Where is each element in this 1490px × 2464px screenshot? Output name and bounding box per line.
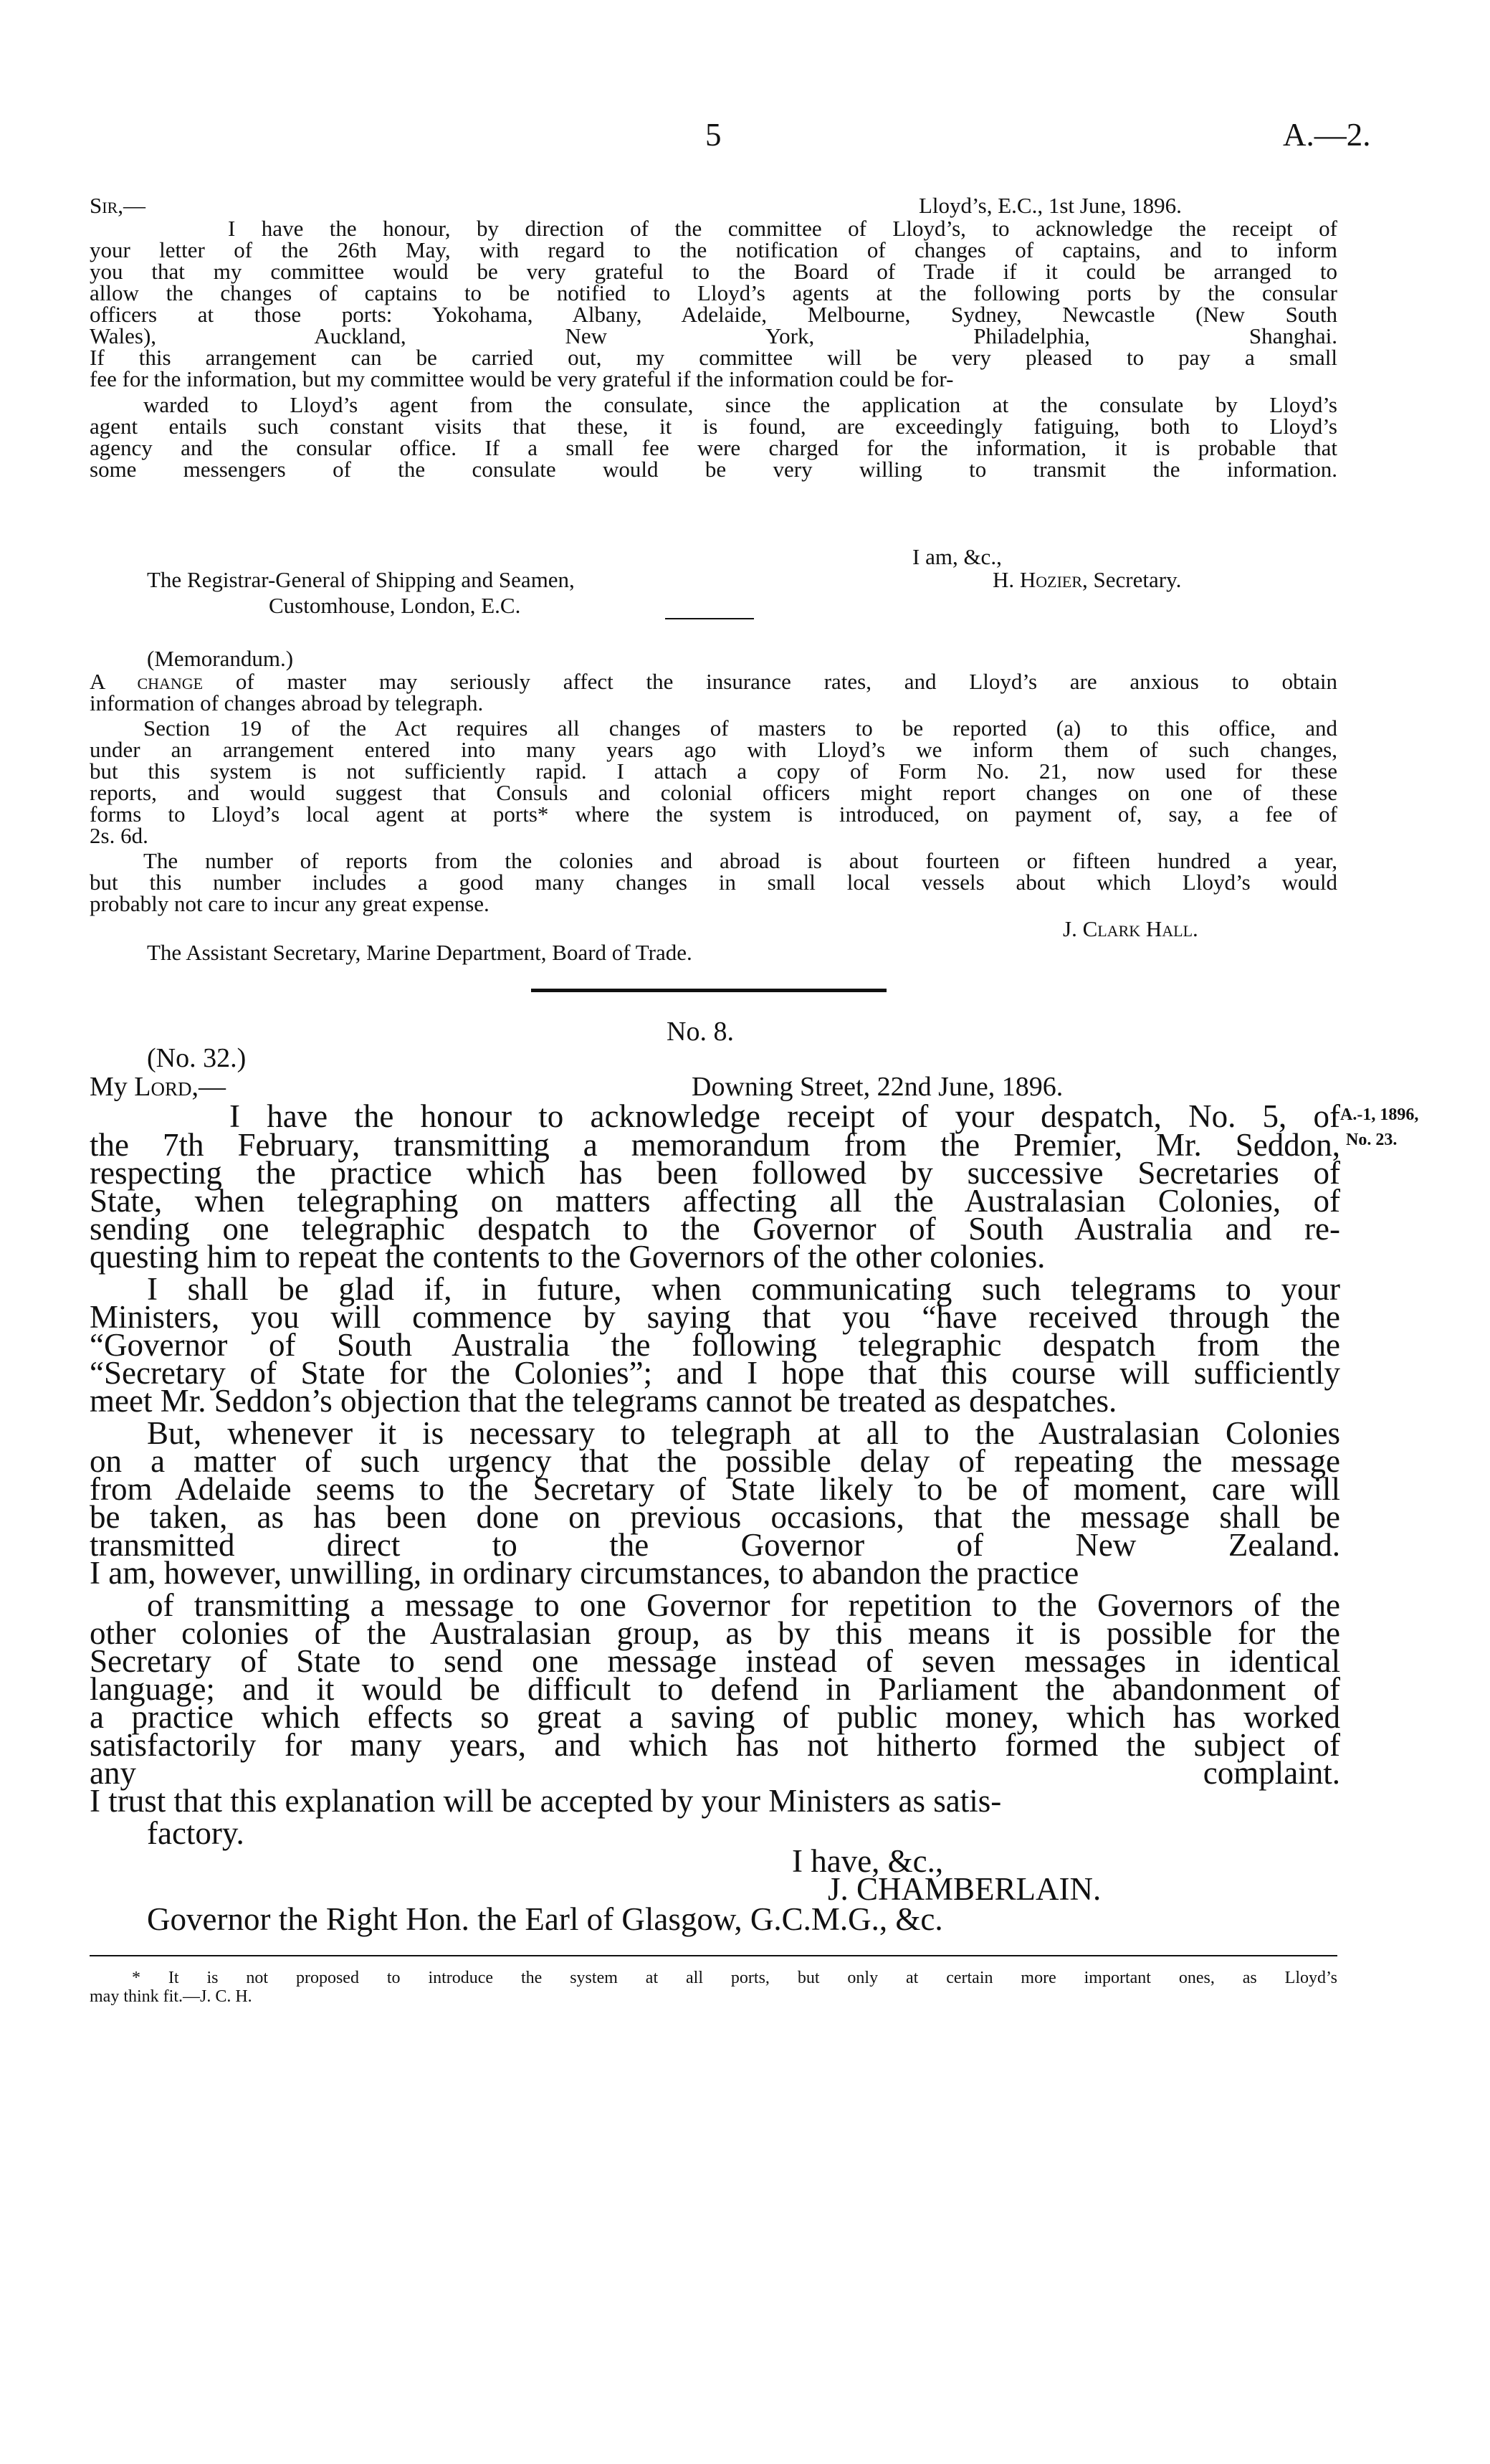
letter1-signature	[993, 569, 1181, 591]
salutation-dash: ,—	[191, 1072, 226, 1102]
despatch-dateline: Downing Street, 22nd June, 1896.	[692, 1072, 1064, 1102]
margin-reference-line2: No. 23.	[1346, 1131, 1398, 1149]
document-page: 5 A.—2. Sir,— Lloyd’s, E.C., 1st June, 1896. I have the honour, by direction of the committee of Lloyd’s, to acknowledge the receipt of your letter of the 26th May, with regard to the notification of changes of captains, and to inform you that my committee would be very grateful to the Board of Trade if it could be arranged to allow the changes of captains to be notified to Lloyd’s agents at the following ports by the consular officers at those ports: Yokohama, Albany, Adelaide, Melbourne, Sydney, Newcastle (New South Wales), Auckland, New York, Philadelphia, Shanghai. If this arrangement can be carried out, my committee will be very pleased to pay a small fee for the information, but my committee would be very grateful if the information could be for- warded to Lloyd’s agent from the consulate, since the application at the consulate by Lloyd’s agent entails such constant visits that these, it is found, are exceedingly fatiguing, both to Lloyd’s agency and the consular office. If a small fee were charged for the information, it is probable that some messengers of the consulate would be very willing to transmit the information. I am, &c., The Registrar-General of Shipping and Seamen, H. Hozier, Secretary. Customhouse, London, E.C. (Memorandum.) A change of master may seriously affect the insurance rates, and Lloyd’s are anxious to obtain information of changes abroad by telegraph. Section 19 of the Act requires all changes of masters to be reported (a) to this office, and under an arrangement entered into many years ago with Lloyd’s we inform them of such changes, but this system is not sufficiently rapid. I attach a copy of Form No. 21, now used for these reports, and would suggest that Consuls and colonial officers might report changes on one of these forms to Lloyd’s local agent at ports* where the system is introduced, on payment of, say, a fee of 2s. 6d. The number of reports from the colonies and abroad is about fourteen or fifteen hundred a year, but this number includes a good many changes in small local vessels about which Lloyd’s would probably not care to incur any great expense. J. Clark Hall. The Assistant Secretary, Marine Department, Board of Trade. No. 8. (No. 32.) My Lord,— Downing Street, 22nd June, 1896. I have the honour to acknowledge receipt of your despatch, No. 5, of the 7th February, transmitting a memorandum from the Premier, Mr. Seddon, respecting the practice which has been followed by successive Secretaries of State, when telegraphing on matters affecting all the Australasian Colonies, of sending one telegraphic despatch to the Governor of South Australia and re- questing him to repeat the contents to the Governors of the other colonies. I shall be glad if, in future, when communicating such telegrams to your Ministers, you will commence by saying that you “have received through the “Governor of South Australia the following telegraphic despatch from the “Secretary of State for the Colonies”; and I hope that this course will sufficiently meet Mr. Seddon’s objection that the telegrams cannot be treated as despatches. But, whenever it is necessary to telegraph at all to the Australasian Colonies on a matter of such urgency that the possible delay of repeating the message from Adelaide seems to the Secretary of State likely to be of moment, care will be taken, as has been done on previous occasions, that the message shall be transmitted direct to the Governor of New Zealand. I am, however, unwilling, in ordinary circumstances, to abandon the practice of transmitting a message to one Governor for repetition to the Governors of the other colonies of the Australasian group, as by this means it is possible for the Secretary of State to send one message instead of seven messages in identical language; and it would be difficult to defend in Parliament the abandonment of a practice which effects so great a saving of public money, which has worked satisfactorily for many years, and which has not hitherto formed the subject of any complaint. I trust that this explanation will be accepted by your Ministers as satis- factory. I have, &c., J. CHAMBERLAIN. Governor the Right Hon. the Earl of Glasgow, G.C.M.G., &c. A.-1, 1896, No. 23. * It is not proposed to introduce the system at all ports, but only at certain more important ones, as Lloyd’s may think fit.—J. C. H.	[0, 0, 1490, 2464]
salutation-my: My	[90, 1072, 128, 1102]
section-divider	[531, 989, 887, 992]
footnote-line1: * It is not proposed to introduce the system at all ports, but only at certain more important ones, as Lloyd’s	[132, 1969, 1337, 1987]
despatch-closing: I have, &c.,	[792, 1843, 944, 1879]
despatch-number: No. 8.	[667, 1017, 734, 1047]
footnote-divider	[90, 1955, 1337, 1956]
despatch-addressee: Governor the Right Hon. the Earl of Glasgow, G.C.M.G., &c.	[147, 1901, 943, 1937]
memo-addressee: The Assistant Secretary, Marine Department, Board of Trade.	[147, 940, 692, 965]
memo-signature: J. Clark Hall.	[1063, 916, 1198, 941]
document-reference: A.—2.	[1283, 117, 1371, 153]
despatch-signature: J. CHAMBERLAIN.	[828, 1871, 1102, 1907]
letter1-salutation: Sir,—	[90, 193, 145, 218]
memo-lead-words: A change	[90, 669, 204, 694]
despatch-ref: (No. 32.)	[147, 1043, 247, 1073]
margin-reference-line1: A.-1, 1896,	[1340, 1105, 1419, 1124]
page-number: 5	[705, 117, 722, 153]
letter1-dateline: Lloyd’s, E.C., 1st June, 1896.	[919, 193, 1182, 218]
letter1-addressee: The Registrar-General of Shipping and Seamen,	[147, 567, 575, 592]
signature-surname: H. Hozier,	[993, 567, 1088, 592]
signature-title: Secretary.	[1093, 567, 1182, 592]
letter1-closing: I am, &c.,	[912, 544, 1002, 569]
memo-heading: (Memorandum.)	[147, 646, 294, 671]
salutation-lord: Lord	[134, 1072, 192, 1102]
letter1-addressee-location: Customhouse, London, E.C.	[269, 593, 521, 618]
footnote-line2: may think fit.—J. C. H.	[90, 1987, 252, 2006]
short-divider	[665, 618, 754, 619]
despatch-salutation	[90, 1073, 226, 1100]
